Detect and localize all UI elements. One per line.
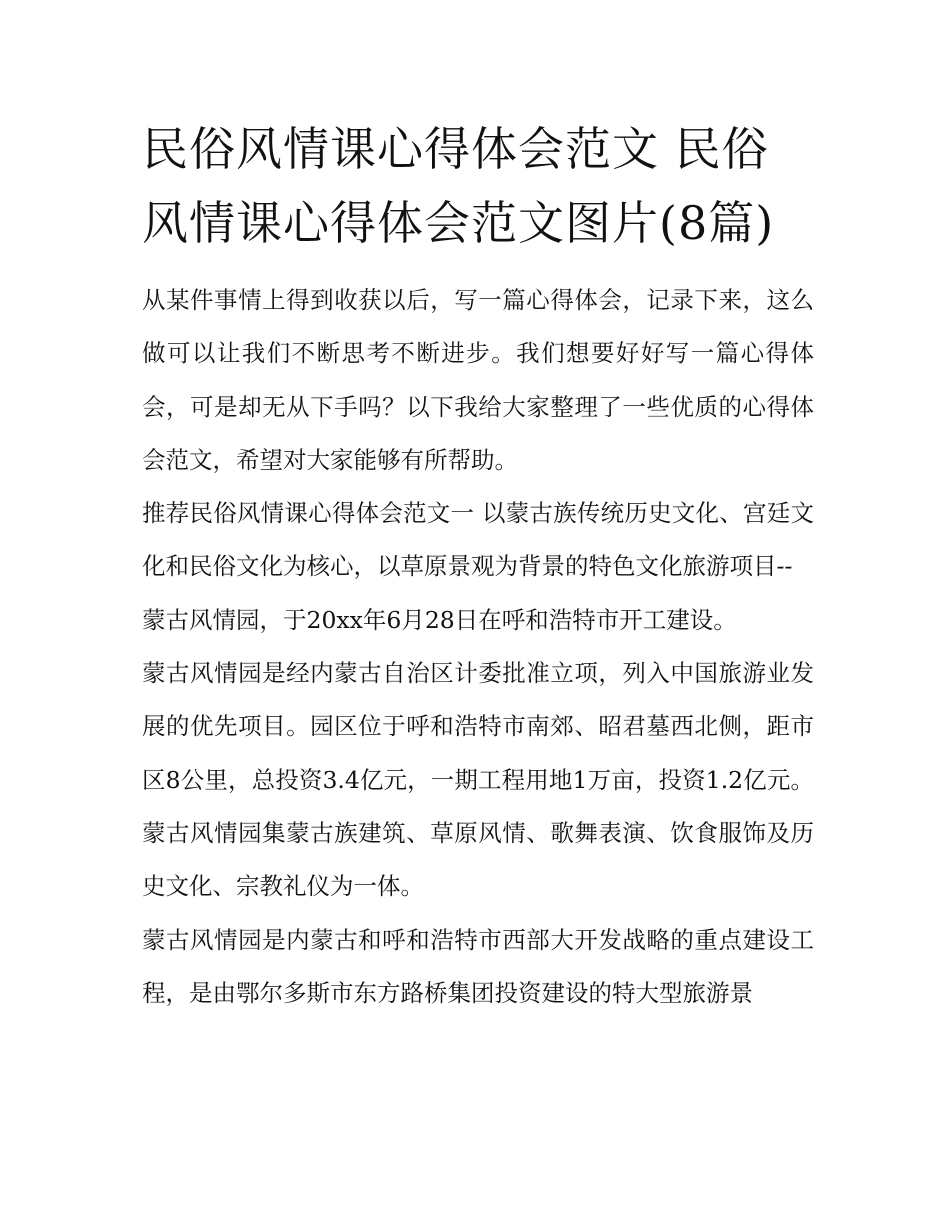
document-page	[142, 112, 814, 1020]
paragraph-intro: 从某件事情上得到收获以后，写一篇心得体会，记录下来，这么做可以让我们不断思考不断进步。我们想要好好写一篇心得体会，可是却无从下手吗？以下我给大家整理了一些优质的心得体会范文，希望对大家能够有所帮助。	[142, 286, 814, 474]
paragraph-recommendation: 推荐民俗风情课心得体会范文一 以蒙古族传统历史文化、宫廷文化和民俗文化为核心，以草原景观为背景的特色文化旅游项目--	[142, 499, 814, 581]
document-body	[142, 274, 814, 1020]
paragraph-project-details: 蒙古风情园是经内蒙古自治区计委批准立项，列入中国旅游业发展的优先项目。园区位于呼和浩特市南郊、昭君墓西北侧，距市区8公里，总投资3.4亿元，一期工程用地1万亩，投资1.2亿元。蒙古风情园集蒙古族建筑、草原风情、歌舞表演、饮食服饰及历史文化、宗教礼仪为一体。	[142, 659, 814, 901]
paragraph-construction-date: 蒙古风情园，于20xx年6月28日在呼和浩特市开工建设。	[142, 605, 737, 634]
paragraph-key-project: 蒙古风情园是内蒙古和呼和浩特市西部大开发战略的重点建设工程，是由鄂尔多斯市东方路桥集团投资建设的特大型旅游景	[142, 925, 814, 1007]
document-title: 民俗风情课心得体会范文 民俗风情课心得体会范文图片(8篇)	[142, 122, 775, 250]
